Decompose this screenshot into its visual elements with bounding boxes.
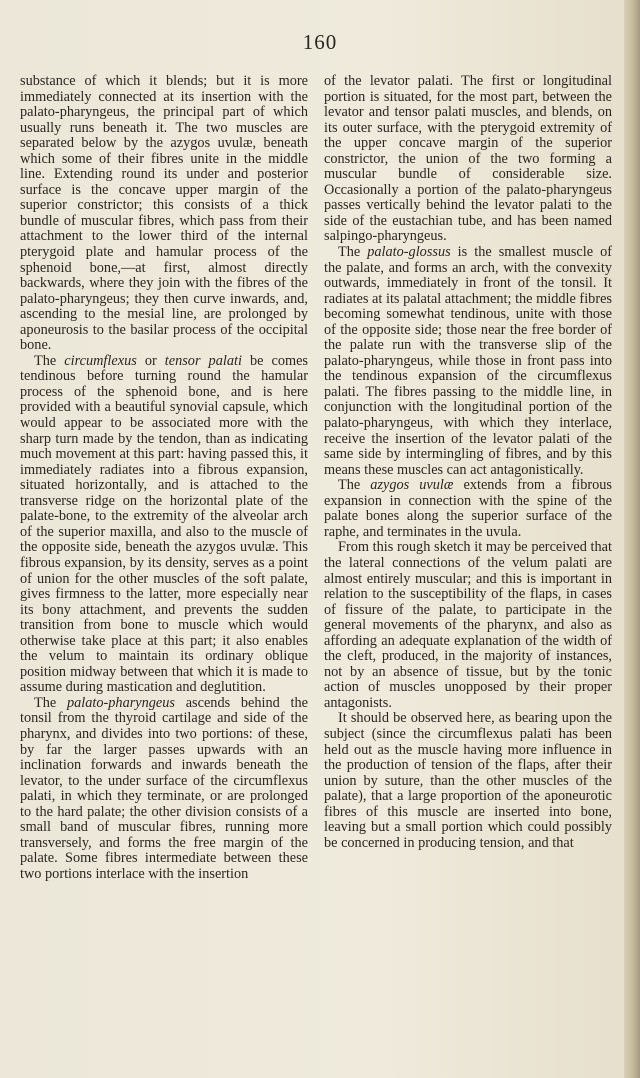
paragraph: From this rough sketch it may be perceived that the lateral connections of the velum palati are almost entirely muscular; and this is important in relation to the susceptibility of the flaps, in cases of fissure of the palate, to participate in the general movements of the pharynx, and also as affording an adequate explanation of the width of the cleft, produced, in the majority of instances, not by an absence of tissue, but by the tonic action of muscles unopposed by their proper antagonists. — [324, 539, 612, 711]
muscle-name: tensor palati — [164, 352, 242, 369]
left-column — [20, 74, 308, 882]
muscle-name: circumflexus — [64, 352, 137, 369]
paragraph: The azygos uvulæ extends from a fibrous expansion in connection with the spine of the palate bones along the superior surface of the raphe, and terminates in the uvula. — [324, 477, 612, 540]
paragraph: substance of which it blends; but it is more immediately connected at its insertion with the palato-pharyngeus, the principal part of which usually runs beneath it. The two muscles are separated below by the azygos uvulæ, beneath which some of their fibres unite in the middle line. Extending round its under and posterior surface is the concave upper margin of the superior constrictor; this consists of a thick bundle of muscular fibres, which pass from their attachment to the lower third of the internal pterygoid plate and hamular process of the sphenoid bone,—at first, almost directly backwards, where they join with the fibres of the palato-pharyngeus; they then curve inwards, and, ascending to the mesial line, are prolonged by aponeurosis to the basilar process of the occipital bone. — [20, 73, 308, 354]
muscle-name: azygos uvulæ — [370, 477, 454, 494]
page-number: 160 — [302, 30, 338, 54]
right-column — [324, 74, 612, 851]
muscle-name: palato-pharyngeus — [66, 694, 175, 711]
paragraph: The palato-pharyngeus ascends behind the tonsil from the thyroid cartilage and side of the pharynx, and divides into two portions: of these, by far the larger passes upwards with an inclination forwards and inwards beneath the levator, to the under surface of the circumflexus palati, in which they terminate, or are prolonged to the hard palate; the other division consists of a small band of muscular fibres, running more transversely, and forms the free margin of the palate. Some fibres intermediate between these two portions interlace with the insertion — [20, 694, 309, 882]
paragraph: of the levator palati. The first or longitudinal portion is situated, for the most part, between the levator and tensor palati muscles, and blends, on its outer surface, with the pterygoid extremity of the upper concave margin of the superior constrictor, the union of the two forming a muscular bundle of considerable size. Occasionally a portion of the palato-pharyngeus passes vertically behind the levator palati to the side of the eustachian tube, and has been named salpingo-pharyngeus. — [324, 73, 612, 245]
paragraph: It should be observed here, as bearing upon the subject (since the circumflexus palati has been held out as the muscle having more influence in the production of tension of the flaps, after their union by suture, than the other muscles of the palate), that a large proportion of the aponeurotic fibres of this muscle are inserted into bone, leaving but a small portion which could possibly be concerned in producing tension, and that — [324, 710, 612, 851]
muscle-name: palato-glossus — [367, 244, 451, 261]
paragraph: The palato-glossus is the smallest muscle of the palate, and forms an arch, with the convexity outwards, immediately in front of the tonsil. It radiates at its palatal attachment; the middle fibres becoming somewhat tendinous, unite with those of the opposite side; those near the free border of the palate run with the transverse slip of the palato-pharyngeus, while those in front pass into the tendinous expansion of the circumflexus palati. The fibres passing to the middle line, in conjunction with the longitudinal portion of the palato-pharyngeus, with which they interlace, receive the insertion of the levator palati of the same side by intermingling of fibres, and by this means these muscles can act antagonistically. — [324, 244, 612, 478]
paragraph: The circumflexus or tensor palati be comes tendinous before turning round the hamular process of the sphenoid bone, and is here provided with a beautiful synovial capsule, which would appear to be associated more with the sharp turn made by the tendon, than as indicating much movement at this part: having passed this, it immediately radiates into a fibrous expansion, situated horizontally, and is attached to the transverse ridge on the horizontal plate of the palate-bone, to the extremity of the alveolar arch of the superior maxilla, and also to the muscle of the opposite side, beneath the azygos uvulæ. This fibrous expansion, by its density, serves as a point of union for the other muscles of the soft palate, gives firmness to the latter, more especially near its bony attachment, and prevents the sudden transition from bone to muscle which would otherwise take place at this part; it also enables the velum to maintain its ordinary oblique position midway between that which it is made to assume during mastication and deglutition. — [20, 352, 308, 696]
page-edge — [624, 0, 640, 1078]
